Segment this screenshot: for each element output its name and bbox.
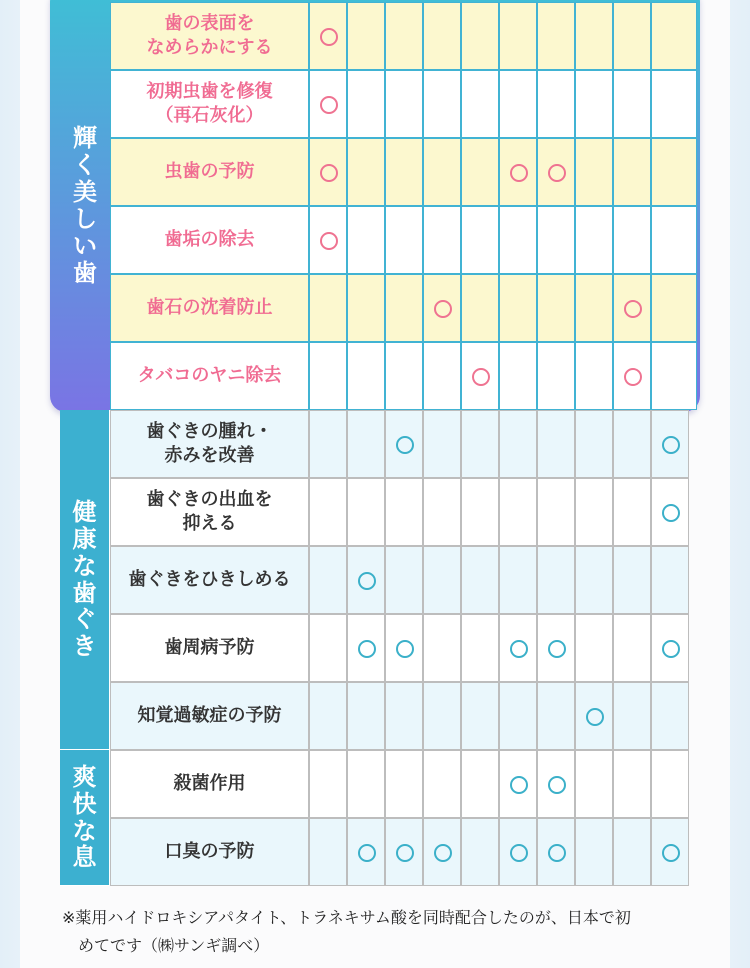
grid-cell [575, 138, 613, 206]
row-label-text: 歯石の沈着防止 [146, 296, 273, 318]
grid-cell [537, 750, 575, 818]
row-label [110, 682, 309, 750]
grid-cell [537, 410, 575, 478]
grid-cell [423, 818, 461, 886]
grid-cell [575, 614, 613, 682]
row-label [110, 546, 309, 614]
circle-mark-icon [662, 504, 680, 522]
row-label [110, 410, 309, 478]
grid-cell [461, 818, 499, 886]
grid-cell [309, 138, 347, 206]
grid-cell [575, 750, 613, 818]
grid-cell [385, 614, 423, 682]
group-label-1 [60, 410, 110, 750]
circle-mark-icon [358, 572, 376, 590]
grid-cell [613, 546, 651, 614]
grid-cell [499, 682, 537, 750]
grid-cell [575, 2, 613, 70]
row-label-text: 殺菌作用 [173, 772, 246, 794]
grid-cell [537, 818, 575, 886]
grid-cell [309, 682, 347, 750]
grid-cell [347, 750, 385, 818]
grid-cell [461, 70, 499, 138]
grid-cell [537, 614, 575, 682]
grid-cell [461, 138, 499, 206]
grid-cell [385, 206, 423, 274]
grid-cell [385, 546, 423, 614]
grid-cell [347, 138, 385, 206]
grid-cell [309, 546, 347, 614]
grid-cell [651, 206, 697, 274]
grid-cell [651, 750, 689, 818]
grid-cell [499, 410, 537, 478]
grid-cell [461, 274, 499, 342]
grid-cell [423, 138, 461, 206]
grid-cell [613, 818, 651, 886]
grid-cell [385, 138, 423, 206]
grid-cell [385, 342, 423, 410]
grid-cell [347, 478, 385, 546]
grid-cell [613, 342, 651, 410]
row-label-text: 初期虫歯を修復 （再石灰化） [146, 80, 273, 126]
grid-cell [651, 546, 689, 614]
row-label [110, 342, 309, 410]
grid-cell [651, 614, 689, 682]
grid-cell [575, 546, 613, 614]
grid-cell [575, 206, 613, 274]
footnote: ※薬用ハイドロキシアパタイト、トラネキサム酸を同時配合したのが、日本で初 めてです（㈱サンギ調べ） [62, 908, 631, 955]
grid-cell [575, 818, 613, 886]
circle-mark-icon [662, 436, 680, 454]
grid-cell [347, 682, 385, 750]
grid-cell [499, 750, 537, 818]
grid-cell [537, 682, 575, 750]
row-label [110, 70, 309, 138]
grid-cell [385, 274, 423, 342]
circle-mark-icon [624, 368, 642, 386]
grid-cell [423, 410, 461, 478]
row-label-text: 知覚過敏症の予防 [137, 704, 282, 726]
row-label [110, 750, 309, 818]
grid-cell [347, 546, 385, 614]
grid-cell [309, 410, 347, 478]
grid-cell [651, 70, 697, 138]
circle-mark-icon [358, 844, 376, 862]
circle-mark-icon [396, 436, 414, 454]
group-label-2 [60, 750, 110, 886]
circle-mark-icon [434, 300, 452, 318]
grid-cell [651, 138, 697, 206]
grid-cell [423, 614, 461, 682]
grid-cell [613, 750, 651, 818]
circle-mark-icon [510, 164, 528, 182]
grid-cell [347, 274, 385, 342]
grid-cell [537, 546, 575, 614]
grid-cell [537, 2, 575, 70]
grid-cell [575, 410, 613, 478]
circle-mark-icon [548, 844, 566, 862]
grid-cell [461, 2, 499, 70]
circle-mark-icon [396, 844, 414, 862]
row-label-text: 歯周病予防 [164, 636, 255, 658]
grid-cell [461, 750, 499, 818]
row-label [110, 274, 309, 342]
grid-cell [309, 342, 347, 410]
grid-cell [499, 138, 537, 206]
grid-cell [461, 206, 499, 274]
circle-mark-icon [624, 300, 642, 318]
grid-cell [613, 206, 651, 274]
circle-mark-icon [358, 640, 376, 658]
grid-cell [575, 478, 613, 546]
circle-mark-icon [548, 164, 566, 182]
grid-cell [499, 206, 537, 274]
grid-cell [651, 274, 697, 342]
grid-cell [385, 818, 423, 886]
row-label [110, 818, 309, 886]
grid-cell [651, 2, 697, 70]
row-label [110, 2, 309, 70]
grid-cell [423, 750, 461, 818]
grid-cell [461, 478, 499, 546]
row-label-text: 歯垢の除去 [164, 228, 255, 250]
grid-cell [651, 818, 689, 886]
grid-cell [423, 70, 461, 138]
grid-cell [613, 614, 651, 682]
row-label-text: タバコのヤニ除去 [137, 364, 282, 386]
grid-cell [537, 478, 575, 546]
row-label [110, 206, 309, 274]
row-label-text: 虫歯の予防 [164, 160, 255, 182]
circle-mark-icon [472, 368, 490, 386]
row-label [110, 478, 309, 546]
circle-mark-icon [662, 844, 680, 862]
row-label [110, 138, 309, 206]
grid-cell [651, 410, 689, 478]
grid-cell [309, 274, 347, 342]
circle-mark-icon [662, 640, 680, 658]
grid-cell [347, 2, 385, 70]
grid-cell [499, 818, 537, 886]
circle-mark-icon [510, 776, 528, 794]
grid-cell [613, 138, 651, 206]
grid-cell [347, 614, 385, 682]
circle-mark-icon [434, 844, 452, 862]
grid-cell [537, 138, 575, 206]
grid-cell [461, 614, 499, 682]
grid-cell [613, 410, 651, 478]
grid-cell [347, 410, 385, 478]
grid-cell [651, 342, 697, 410]
grid-cell [537, 342, 575, 410]
grid-cell [385, 70, 423, 138]
group-title: 健康な歯ぐき [72, 497, 97, 661]
circle-mark-icon [396, 640, 414, 658]
grid-cell [461, 342, 499, 410]
grid-cell [461, 546, 499, 614]
grid-cell [537, 70, 575, 138]
group-title: 輝く美しい歯 [72, 124, 97, 287]
row-label-text: 歯ぐきをひきしめる [128, 568, 291, 590]
grid-cell [347, 70, 385, 138]
group-label-0 [60, 2, 110, 410]
grid-cell [461, 410, 499, 478]
grid-cell [309, 70, 347, 138]
grid-cell [499, 614, 537, 682]
grid-cell [499, 70, 537, 138]
grid-cell [613, 70, 651, 138]
grid-cell [537, 274, 575, 342]
grid-cell [499, 478, 537, 546]
grid-cell [613, 274, 651, 342]
grid-cell [651, 682, 689, 750]
grid-cell [423, 2, 461, 70]
grid-cell [309, 818, 347, 886]
grid-cell [423, 342, 461, 410]
circle-mark-icon [548, 776, 566, 794]
grid-cell [423, 206, 461, 274]
grid-cell [461, 682, 499, 750]
grid-cell [575, 274, 613, 342]
grid-cell [347, 206, 385, 274]
grid-cell [499, 2, 537, 70]
grid-cell [309, 206, 347, 274]
row-label-text: 口臭の予防 [164, 840, 255, 862]
grid-cell [423, 274, 461, 342]
grid-cell [309, 478, 347, 546]
row-label [110, 614, 309, 682]
grid-cell [309, 2, 347, 70]
grid-cell [575, 682, 613, 750]
row-label-text: 歯の表面を なめらかにする [146, 12, 273, 58]
grid-cell [385, 478, 423, 546]
grid-cell [499, 274, 537, 342]
grid-cell [309, 750, 347, 818]
grid-cell [347, 342, 385, 410]
grid-cell [651, 478, 689, 546]
grid-cell [385, 2, 423, 70]
circle-mark-icon [320, 164, 338, 182]
row-label-text: 歯ぐきの出血を 抑える [146, 488, 273, 534]
circle-mark-icon [586, 708, 604, 726]
circle-mark-icon [548, 640, 566, 658]
grid-cell [613, 2, 651, 70]
row-label-text: 歯ぐきの腫れ・ 赤みを改善 [146, 420, 273, 466]
grid-cell [537, 206, 575, 274]
grid-cell [347, 818, 385, 886]
grid-cell [423, 478, 461, 546]
grid-cell [385, 682, 423, 750]
grid-cell [499, 546, 537, 614]
grid-cell [575, 342, 613, 410]
circle-mark-icon [320, 28, 338, 46]
grid-cell [613, 478, 651, 546]
grid-cell [385, 750, 423, 818]
grid-cell [613, 682, 651, 750]
circle-mark-icon [510, 844, 528, 862]
grid-cell [423, 682, 461, 750]
grid-cell [385, 410, 423, 478]
circle-mark-icon [510, 640, 528, 658]
circle-mark-icon [320, 232, 338, 250]
group-title: 爽快な息 [72, 762, 97, 872]
grid-cell [423, 546, 461, 614]
grid-cell [309, 614, 347, 682]
grid-cell [499, 342, 537, 410]
grid-cell [575, 70, 613, 138]
circle-mark-icon [320, 96, 338, 114]
